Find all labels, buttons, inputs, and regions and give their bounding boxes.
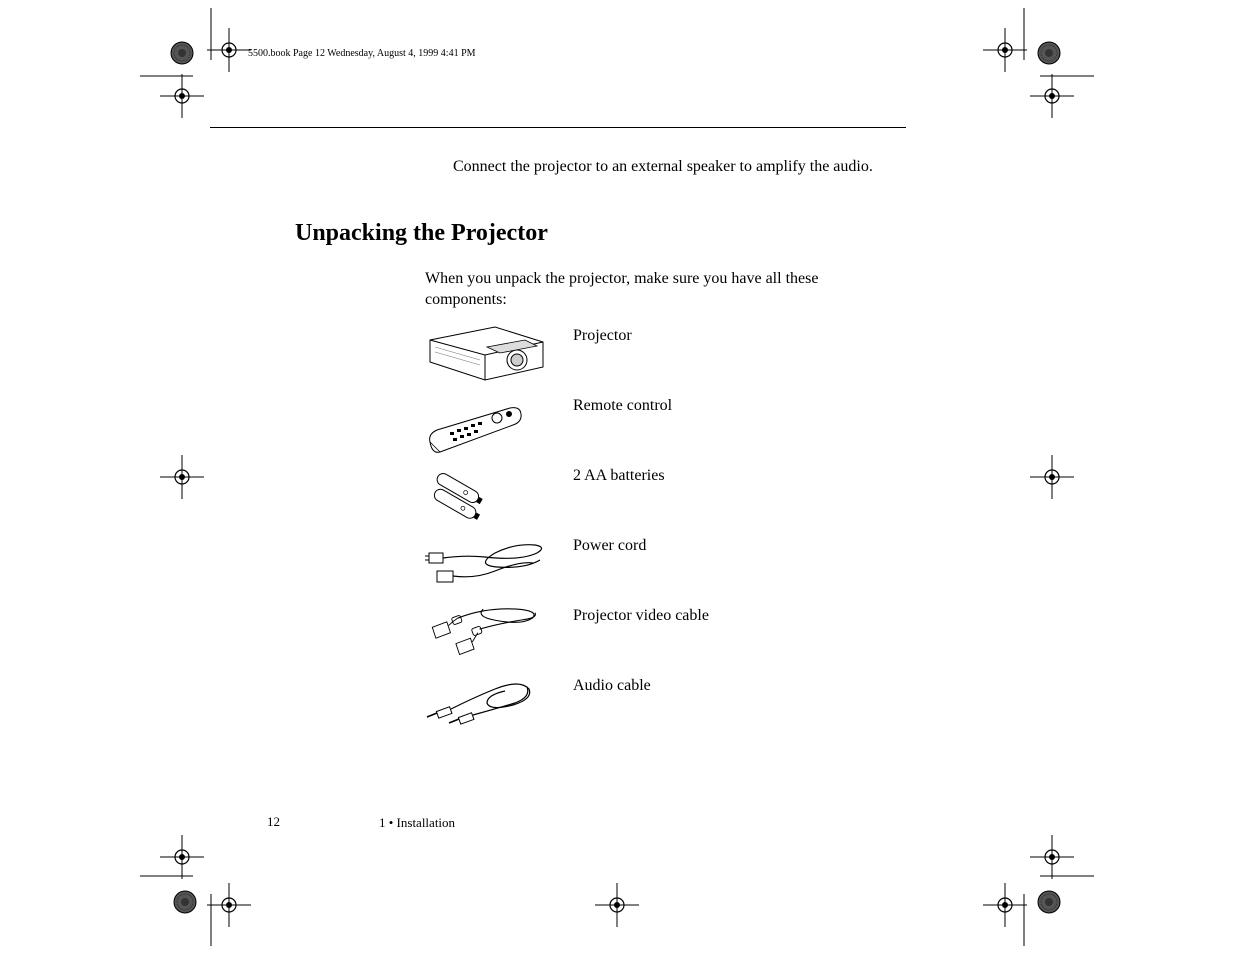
component-label-video-cable: Projector video cable (573, 607, 709, 624)
remote-control-icon (425, 400, 545, 460)
page-number: 12 (267, 814, 280, 829)
component-label-projector: Projector (573, 327, 632, 344)
section-title: Unpacking the Projector (295, 220, 548, 246)
header-rule (210, 127, 906, 128)
batteries-icon (425, 466, 545, 526)
audio-cable-icon (425, 675, 545, 735)
lead-paragraph: When you unpack the projector, make sure you have all these components: (425, 270, 819, 308)
component-label-audio-cable: Audio cable (573, 677, 651, 694)
print-slug: 5500.book Page 12 Wednesday, August 4, 1999 4:41 PM (248, 48, 476, 59)
projector-icon (425, 322, 545, 382)
video-cable-icon (425, 600, 545, 660)
component-label-batteries: 2 AA batteries (573, 467, 665, 484)
power-cord-icon (425, 535, 545, 595)
component-label-power-cord: Power cord (573, 537, 647, 554)
chapter-footer: 1 • Installation (379, 815, 456, 830)
intro-paragraph: Connect the projector to an external speaker to amplify the audio. (453, 158, 873, 175)
component-label-remote-control: Remote control (573, 397, 673, 414)
